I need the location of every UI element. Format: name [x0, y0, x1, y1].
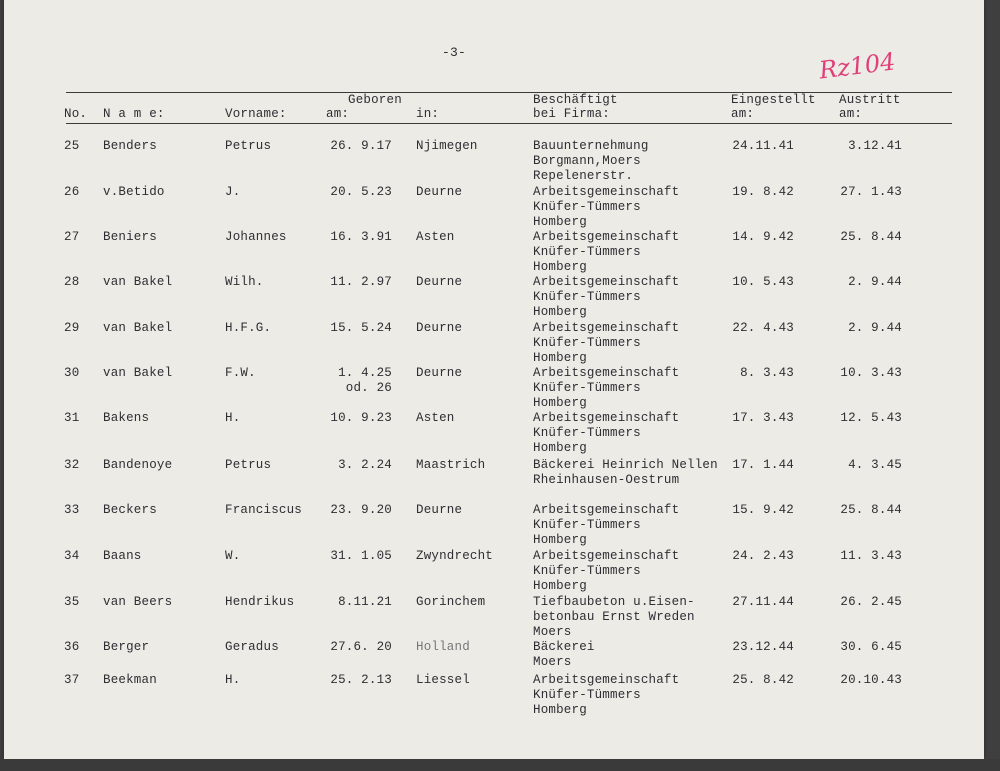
cell-firma-line: Knüfer-Tümmers — [533, 426, 641, 440]
cell-firma-line: Rheinhausen-Oestrum — [533, 473, 680, 487]
cell-geboren-am-line: 1. 4.25 — [338, 366, 392, 380]
cell-firma — [533, 640, 595, 670]
cell-firma-line: Bauunternehmung — [533, 139, 649, 153]
cell-geboren-am-line: 10. 9.23 — [330, 411, 392, 425]
cell-firma-line: Homberg — [533, 305, 587, 319]
cell-firma-line: Arbeitsgemeinschaft — [533, 673, 680, 687]
cell-geboren-in: Holland — [416, 640, 470, 654]
cell-geboren-am-line: 31. 1.05 — [330, 549, 392, 563]
cell-geboren-am-line: 20. 5.23 — [330, 185, 392, 199]
cell-firma-line: Knüfer-Tümmers — [533, 200, 641, 214]
cell-geboren-am-line: od. 26 — [345, 381, 392, 395]
cell-geboren-in: Deurne — [416, 503, 463, 517]
cell-geboren-in: Maastrich — [416, 458, 486, 472]
cell-firma — [533, 673, 679, 718]
cell-firma — [533, 411, 679, 456]
header-bottom-rule — [66, 123, 952, 124]
header-geboren-am: am: — [326, 107, 350, 121]
cell-firma — [533, 139, 649, 184]
cell-vorname: Geradus — [225, 640, 279, 654]
cell-vorname: F.W. — [225, 366, 256, 380]
cell-name: van Bakel — [103, 275, 173, 289]
cell-geboren-am — [322, 549, 392, 564]
cell-firma-line: Tiefbaubeton u.Eisen- — [533, 595, 695, 609]
cell-austritt: 25. 8.44 — [840, 230, 902, 244]
handwritten-archive-mark: Rz104 — [817, 47, 897, 85]
cell-geboren-am-line: 23. 9.20 — [330, 503, 392, 517]
cell-eingestellt: 23.12.44 — [732, 640, 794, 654]
cell-no: 34 — [64, 549, 80, 563]
cell-firma-line: Moers — [533, 655, 572, 669]
cell-firma-line: Bäckerei — [533, 640, 595, 654]
cell-eingestellt: 17. 1.44 — [732, 458, 794, 472]
cell-austritt: 10. 3.43 — [840, 366, 902, 380]
cell-vorname: W. — [225, 549, 241, 563]
cell-geboren-am — [322, 411, 392, 426]
cell-no: 33 — [64, 503, 80, 517]
cell-firma-line: Arbeitsgemeinschaft — [533, 366, 680, 380]
cell-firma-line: Knüfer-Tümmers — [533, 381, 641, 395]
cell-firma-line: Homberg — [533, 703, 587, 717]
cell-no: 32 — [64, 458, 80, 472]
cell-name: van Bakel — [103, 366, 173, 380]
header-austritt-am: am: — [839, 107, 863, 121]
cell-eingestellt: 25. 8.42 — [732, 673, 794, 687]
cell-vorname: Johannes — [225, 230, 287, 244]
document-page — [4, 0, 984, 759]
cell-eingestellt: 15. 9.42 — [732, 503, 794, 517]
cell-firma-line: Moers — [533, 625, 572, 639]
cell-no: 27 — [64, 230, 80, 244]
cell-firma-line: Bäckerei Heinrich Nellen — [533, 458, 718, 472]
cell-no: 37 — [64, 673, 80, 687]
cell-name: Baans — [103, 549, 142, 563]
header-austritt: Austritt — [839, 93, 901, 107]
cell-no: 25 — [64, 139, 80, 153]
cell-vorname: Hendrikus — [225, 595, 295, 609]
header-eingestellt: Eingestellt — [731, 93, 816, 107]
cell-firma — [533, 321, 679, 366]
cell-name: Beniers — [103, 230, 157, 244]
cell-name: Bakens — [103, 411, 150, 425]
cell-geboren-am — [322, 230, 392, 245]
cell-no: 36 — [64, 640, 80, 654]
cell-geboren-am — [322, 595, 392, 610]
cell-austritt: 27. 1.43 — [840, 185, 902, 199]
cell-eingestellt: 19. 8.42 — [732, 185, 794, 199]
page-number: -3- — [442, 45, 467, 60]
cell-austritt: 2. 9.44 — [848, 275, 902, 289]
cell-firma — [533, 595, 695, 640]
cell-austritt: 20.10.43 — [840, 673, 902, 687]
header-no: No. — [64, 107, 88, 121]
cell-geboren-in: Deurne — [416, 185, 463, 199]
cell-name: Berger — [103, 640, 150, 654]
cell-eingestellt: 24.11.41 — [732, 139, 794, 153]
cell-name: v.Betido — [103, 185, 165, 199]
cell-firma-line: Knüfer-Tümmers — [533, 688, 641, 702]
cell-austritt: 4. 3.45 — [848, 458, 902, 472]
cell-austritt: 2. 9.44 — [848, 321, 902, 335]
cell-firma-line: Knüfer-Tümmers — [533, 336, 641, 350]
header-name: N a m e: — [103, 107, 165, 121]
cell-vorname: J. — [225, 185, 241, 199]
cell-geboren-am-line: 8.11.21 — [338, 595, 392, 609]
cell-name: van Beers — [103, 595, 173, 609]
cell-firma — [533, 458, 718, 488]
cell-geboren-am-line: 25. 2.13 — [330, 673, 392, 687]
header-vorname: Vorname: — [225, 107, 287, 121]
cell-firma-line: Homberg — [533, 215, 587, 229]
header-bei-firma: bei Firma: — [533, 107, 611, 121]
cell-geboren-am-line: 26. 9.17 — [330, 139, 392, 153]
cell-austritt: 30. 6.45 — [840, 640, 902, 654]
cell-name: Beekman — [103, 673, 157, 687]
cell-firma-line: Homberg — [533, 260, 587, 274]
cell-no: 35 — [64, 595, 80, 609]
cell-geboren-in: Asten — [416, 411, 455, 425]
cell-geboren-am — [322, 673, 392, 688]
cell-geboren-in: Deurne — [416, 275, 463, 289]
cell-geboren-am-line: 15. 5.24 — [330, 321, 392, 335]
cell-name: Bandenoye — [103, 458, 173, 472]
cell-geboren-am-line: 3. 2.24 — [338, 458, 392, 472]
header-top-rule — [66, 92, 952, 93]
cell-firma-line: Knüfer-Tümmers — [533, 564, 641, 578]
scan-background — [0, 759, 1000, 771]
cell-firma — [533, 275, 679, 320]
cell-firma-line: Arbeitsgemeinschaft — [533, 275, 680, 289]
cell-eingestellt: 8. 3.43 — [740, 366, 794, 380]
cell-no: 30 — [64, 366, 80, 380]
cell-firma-line: Borgmann,Moers — [533, 154, 641, 168]
cell-geboren-in: Deurne — [416, 366, 463, 380]
cell-eingestellt: 22. 4.43 — [732, 321, 794, 335]
cell-geboren-in: Deurne — [416, 321, 463, 335]
cell-firma-line: Homberg — [533, 396, 587, 410]
cell-geboren-am — [322, 503, 392, 518]
cell-geboren-in: Liessel — [416, 673, 470, 687]
cell-vorname: H. — [225, 673, 241, 687]
cell-firma — [533, 366, 679, 411]
cell-firma-line: Knüfer-Tümmers — [533, 245, 641, 259]
cell-firma-line: Knüfer-Tümmers — [533, 518, 641, 532]
cell-no: 26 — [64, 185, 80, 199]
cell-vorname: Wilh. — [225, 275, 264, 289]
cell-geboren-am — [322, 275, 392, 290]
cell-austritt: 12. 5.43 — [840, 411, 902, 425]
header-beschaeftigt: Beschäftigt — [533, 93, 618, 107]
cell-eingestellt: 14. 9.42 — [732, 230, 794, 244]
cell-geboren-in: Njimegen — [416, 139, 478, 153]
cell-vorname: Franciscus — [225, 503, 303, 517]
cell-geboren-am-line: 16. 3.91 — [330, 230, 392, 244]
cell-geboren-in: Zwyndrecht — [416, 549, 494, 563]
cell-eingestellt: 10. 5.43 — [732, 275, 794, 289]
cell-geboren-am — [322, 458, 392, 473]
cell-eingestellt: 27.11.44 — [732, 595, 794, 609]
cell-name: Beckers — [103, 503, 157, 517]
cell-geboren-in: Gorinchem — [416, 595, 486, 609]
cell-firma — [533, 230, 679, 275]
header-geboren: Geboren — [348, 93, 402, 107]
cell-eingestellt: 24. 2.43 — [732, 549, 794, 563]
cell-geboren-am — [322, 366, 392, 396]
cell-firma — [533, 549, 679, 594]
cell-no: 31 — [64, 411, 80, 425]
cell-firma — [533, 185, 679, 230]
cell-firma — [533, 503, 679, 548]
cell-name: van Bakel — [103, 321, 173, 335]
cell-firma-line: Homberg — [533, 533, 587, 547]
cell-name: Benders — [103, 139, 157, 153]
cell-no: 29 — [64, 321, 80, 335]
cell-geboren-am-line: 11. 2.97 — [330, 275, 392, 289]
cell-firma-line: Repelenerstr. — [533, 169, 634, 183]
cell-geboren-am — [322, 321, 392, 336]
cell-firma-line: Knüfer-Tümmers — [533, 290, 641, 304]
cell-austritt: 26. 2.45 — [840, 595, 902, 609]
cell-firma-line: Homberg — [533, 579, 587, 593]
header-geboren-in: in: — [416, 107, 440, 121]
cell-no: 28 — [64, 275, 80, 289]
cell-austritt: 3.12.41 — [848, 139, 902, 153]
cell-firma-line: betonbau Ernst Wreden — [533, 610, 695, 624]
cell-austritt: 25. 8.44 — [840, 503, 902, 517]
cell-geboren-am-line: 27.6. 20 — [330, 640, 392, 654]
cell-geboren-am — [322, 185, 392, 200]
cell-firma-line: Arbeitsgemeinschaft — [533, 411, 680, 425]
cell-firma-line: Homberg — [533, 351, 587, 365]
cell-firma-line: Arbeitsgemeinschaft — [533, 549, 680, 563]
cell-firma-line: Homberg — [533, 441, 587, 455]
cell-firma-line: Arbeitsgemeinschaft — [533, 185, 680, 199]
cell-firma-line: Arbeitsgemeinschaft — [533, 230, 680, 244]
header-eingestellt-am: am: — [731, 107, 755, 121]
cell-vorname: Petrus — [225, 139, 272, 153]
cell-austritt: 11. 3.43 — [840, 549, 902, 563]
cell-firma-line: Arbeitsgemeinschaft — [533, 321, 680, 335]
cell-vorname: H. — [225, 411, 241, 425]
cell-geboren-in: Asten — [416, 230, 455, 244]
cell-firma-line: Arbeitsgemeinschaft — [533, 503, 680, 517]
cell-eingestellt: 17. 3.43 — [732, 411, 794, 425]
cell-vorname: Petrus — [225, 458, 272, 472]
cell-geboren-am — [322, 139, 392, 154]
cell-geboren-am — [322, 640, 392, 655]
cell-vorname: H.F.G. — [225, 321, 272, 335]
